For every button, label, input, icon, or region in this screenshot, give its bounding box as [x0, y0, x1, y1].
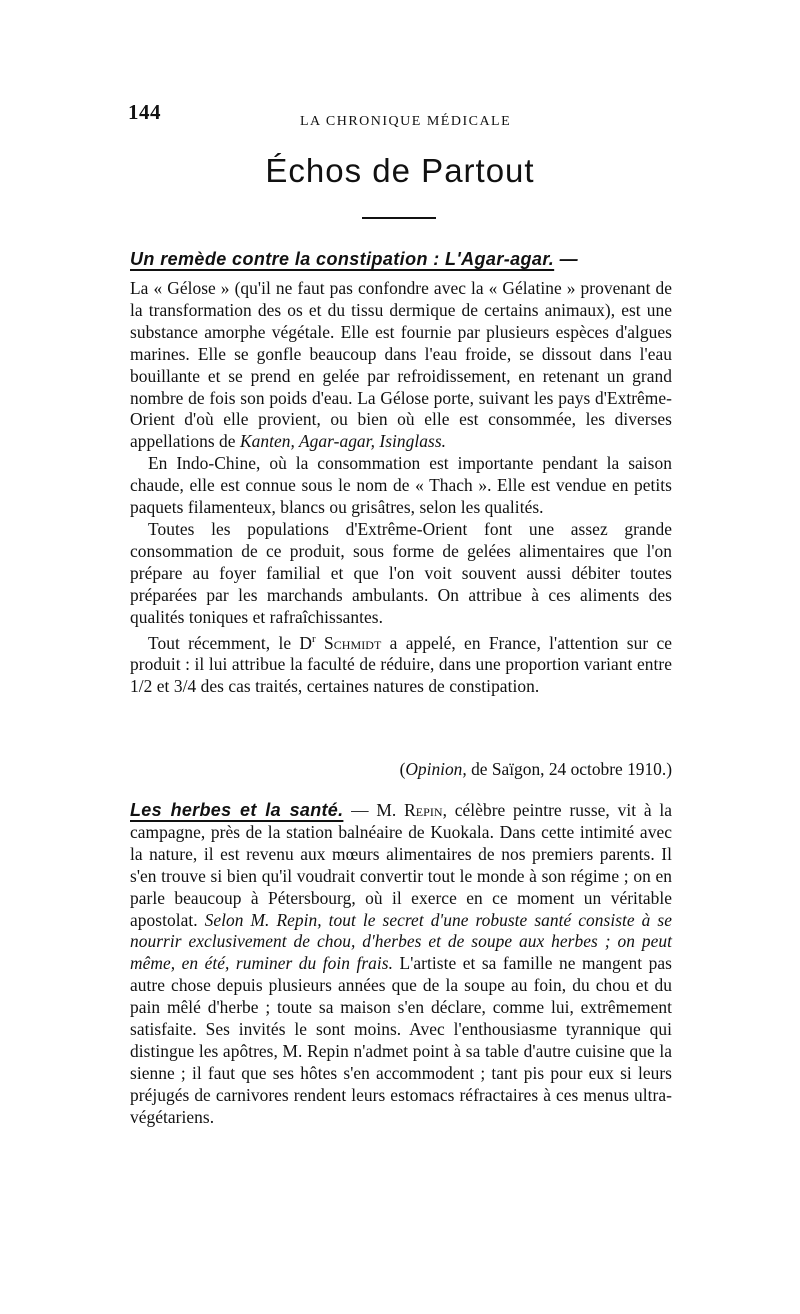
article-body-agar — [130, 278, 672, 698]
paragraph — [130, 629, 672, 699]
superscript: r — [312, 632, 316, 645]
page-number: 144 — [128, 100, 161, 124]
paragraph: Toutes les populations d'Extrême-Orient font une assez grande consommation de ce produit, sous forme de gelées alimentaires que l'on prépare au foyer familial et que l'on voit souvent aussi débiter toutes préparées par les marchands ambulants. On attribue à ces aliments des qualités toniques et rafraîchissantes. — [130, 518, 672, 627]
paragraph-italic: Selon M. Repin, tout le secret d'une robuste santé consiste à se nourrir exclusivement de chou, d'herbes et de soupe aux herbes ; on peut même, en été, ruminer du foin frais. — [130, 909, 672, 974]
paragraph-text: L'artiste et sa famille ne mangent pas autre chose depuis plusieurs années que de la soupe au foin, du chou et du pain mêlé d'herbe ; toute sa maison s'en déclare, comme lui, extrêmement satisfaite. Ses invités le sont moins. Avec l'enthousiasme tyrannique qui distingue les apôtres, M. Repin n'admet point à sa table d'autre cuisine que la sienne ; il faut que ses hôtes s'en accommodent ; tant pis pour eux si leurs préjugés de carnivores rendent leurs estomacs réfractaires à ces menus ultra-végétariens. — [130, 953, 672, 1127]
source-publication: Opinion, — [405, 759, 467, 779]
article-heading-agar-text: Un remède contre la constipation : L'Agar-agar. — [130, 249, 555, 269]
paragraph: En Indo-Chine, où la consommation est importante pendant la saison chaude, elle est connue sous le nom de « Thach ». Elle est vendue en petits paquets filamenteux, blancs ou grisâtres, selon les qualités. — [130, 453, 672, 518]
running-head: LA CHRONIQUE MÉDICALE — [300, 114, 512, 129]
paragraph-text: Tout récemment, le D — [148, 632, 313, 653]
paragraph — [130, 800, 672, 1129]
source-open: ( — [399, 759, 406, 779]
paragraph-italic-names: Kanten, Agar-agar, Isinglass. — [239, 431, 447, 452]
paragraph — [130, 278, 672, 453]
paragraph-text: M. — [376, 800, 397, 820]
person-name: Schmidt — [324, 632, 382, 653]
section-title: Échos de Partout — [265, 152, 535, 189]
article-body-herbes — [130, 800, 672, 1129]
paragraph-text: La « Gélose » (qu'il ne faut pas confondre avec la « Gélatine » provenant de la transformation des os et du tissu dermique de certains animaux), est une substance amorphe végétale. Elle est fournie par plusieurs espèces d'algues marines. Elle se gonfle beaucoup dans l'eau froide, se dissout dans l'eau bouillante et se prend en gelée par refroidissement, en retenant un grand nombre de fois son poids d'eau. La Gélose porte, suivant les pays d'Extrême-Orient d'où elle provient, ou bien où elle est consommée, les diverses appellations de — [130, 278, 672, 452]
paragraph-text: a appelé, en France, l'attention sur ce produit : il lui attribue la faculté de réduire, dans une proportion variant entre 1/2 et 3/4 des cas traités, certaines natures de constipation. — [130, 632, 672, 697]
article-heading-agar-dash: — — [559, 249, 578, 269]
paragraph-text: célèbre peintre russe, vit à la campagne, près de la station balnéaire de Kuokala. Dans cette intimité avec la nature, il est revenu aux mœurs alimentaires de nos premiers parents. Il s'en trouve si bien qu'il voudrait convertir tout le monde à son régime ; on en parle beaucoup à Pétersbourg, où il exerce en ce moment un véritable apostolat. — [130, 800, 673, 930]
article-heading-herbes-dash: — — [351, 800, 369, 820]
person-name: Repin, — [404, 800, 447, 820]
article-heading-agar — [130, 249, 672, 270]
source-rest: de Saïgon, 24 octobre 1910.) — [471, 759, 672, 779]
article-heading-herbes: Les herbes et la santé. — [130, 800, 344, 820]
title-divider — [362, 217, 436, 219]
source-citation — [130, 758, 672, 780]
